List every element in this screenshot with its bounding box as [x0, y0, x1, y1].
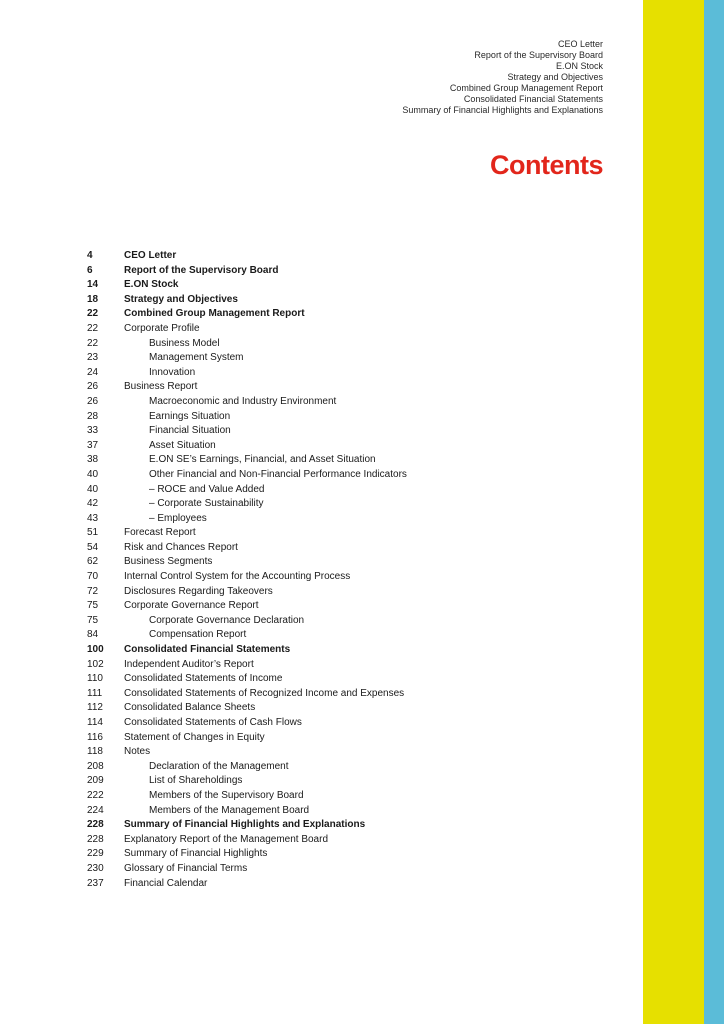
toc-entry[interactable] [87, 774, 627, 789]
toc-entry[interactable] [87, 877, 627, 892]
toc-entry[interactable] [87, 701, 627, 716]
toc-page-number: 26 [87, 395, 99, 407]
toc-entry-label: Forecast Report [124, 527, 196, 539]
toc-entry[interactable] [87, 687, 627, 702]
toc-page-number: 54 [87, 541, 99, 553]
toc-page-number: 22 [87, 308, 99, 320]
toc-entry-label: Notes [124, 746, 151, 758]
toc-entry-label: Consolidated Financial Statements [124, 644, 291, 656]
toc-entry-label: Corporate Governance Report [124, 600, 259, 612]
toc-entry-label: Members of the Supervisory Board [149, 789, 304, 801]
toc-entry[interactable] [87, 249, 627, 264]
toc-page-number: 37 [87, 439, 99, 451]
toc-entry[interactable] [87, 351, 627, 366]
toc-entry[interactable] [87, 526, 627, 541]
sidebar-yellow-band [643, 0, 704, 1024]
toc-entry-label: Internal Control System for the Accounting Process [124, 571, 351, 583]
toc-entry[interactable] [87, 643, 627, 658]
nav-link-ceo-letter[interactable]: CEO Letter [557, 39, 603, 49]
toc-page-number: 209 [87, 775, 104, 787]
toc-entry[interactable] [87, 862, 627, 877]
toc-page-number: 43 [87, 512, 99, 524]
toc-entry-label: Business Model [149, 337, 220, 349]
toc-entry[interactable] [87, 745, 627, 760]
toc-entry-label: Corporate Profile [124, 322, 200, 334]
nav-link-strategy[interactable]: Strategy and Objectives [507, 72, 603, 82]
toc-page-number: 118 [87, 746, 103, 758]
nav-link-management-report[interactable]: Combined Group Management Report [449, 83, 603, 93]
toc-entry[interactable] [87, 541, 627, 556]
toc-page-number: 114 [87, 717, 103, 728]
table-of-contents [87, 249, 627, 891]
toc-entry-label: Consolidated Statements of Cash Flows [124, 717, 302, 728]
toc-page-number: 230 [87, 862, 104, 874]
toc-entry-label: Consolidated Statements of Income [124, 673, 283, 685]
toc-page-number: 102 [87, 658, 104, 670]
toc-entry-label: Compensation Report [149, 629, 247, 641]
toc-entry[interactable] [87, 380, 627, 395]
nav-link-supervisory-board[interactable]: Report of the Supervisory Board [474, 50, 603, 60]
toc-entry-label: Financial Situation [149, 425, 231, 437]
toc-entry[interactable] [87, 264, 627, 279]
toc-entry[interactable] [87, 628, 627, 643]
toc-entry-label: Earnings Situation [149, 410, 231, 422]
toc-entry-label: CEO Letter [124, 250, 177, 261]
toc-entry-label: Business Segments [124, 556, 213, 568]
toc-entry[interactable] [87, 497, 627, 512]
toc-entry-label: – ROCE and Value Added [149, 483, 265, 495]
toc-entry-label: Corporate Governance Declaration [149, 614, 305, 626]
toc-entry-label: – Corporate Sustainability [149, 498, 264, 510]
toc-entry[interactable] [87, 789, 627, 804]
toc-page-number: 4 [87, 250, 93, 261]
toc-entry-label: Independent Auditor’s Report [124, 658, 254, 670]
toc-entry[interactable] [87, 453, 627, 468]
toc-entry[interactable] [87, 818, 627, 833]
toc-entry-label: Management System [149, 352, 244, 364]
toc-entry[interactable] [87, 410, 627, 425]
toc-entry[interactable] [87, 395, 627, 410]
toc-entry[interactable] [87, 599, 627, 614]
toc-entry-label: Members of the Management Board [149, 804, 310, 816]
toc-page-number: 228 [87, 819, 104, 831]
toc-page-number: 33 [87, 425, 99, 437]
nav-link-financial-statements[interactable]: Consolidated Financial Statements [463, 94, 603, 104]
toc-entry[interactable] [87, 366, 627, 381]
toc-page-number: 24 [87, 366, 99, 378]
toc-entry-label: Summary of Financial Highlights and Explanations [124, 819, 366, 831]
toc-entry[interactable] [87, 760, 627, 775]
top-navigation [402, 39, 603, 116]
toc-page-number: 208 [87, 760, 104, 772]
toc-page-number: 110 [87, 673, 103, 685]
toc-page-number: 100 [87, 644, 104, 656]
toc-page-number: 6 [87, 264, 93, 276]
toc-page-number: 116 [87, 731, 103, 743]
toc-entry-label: List of Shareholdings [149, 775, 243, 787]
toc-page-number: 75 [87, 614, 99, 626]
toc-entry[interactable] [87, 716, 627, 731]
toc-page-number: 14 [87, 279, 99, 291]
toc-page-number: 23 [87, 352, 99, 364]
toc-entry[interactable] [87, 614, 627, 629]
toc-page-number: 51 [87, 527, 99, 539]
toc-entry-label: Combined Group Management Report [124, 308, 305, 320]
toc-entry-label: Macroeconomic and Industry Environment [149, 395, 337, 407]
toc-entry-label: Business Report [124, 381, 198, 393]
toc-page-number: 72 [87, 585, 99, 597]
toc-entry-label: Strategy and Objectives [124, 293, 238, 305]
toc-entry[interactable] [87, 278, 627, 293]
toc-page-number: 42 [87, 498, 99, 510]
toc-page-number: 111 [87, 687, 103, 699]
toc-entry-label: Other Financial and Non-Financial Performance Indicators [149, 468, 407, 480]
toc-entry-label: E.ON Stock [124, 279, 179, 291]
toc-entry[interactable] [87, 439, 627, 454]
toc-page-number: 38 [87, 454, 99, 466]
toc-page-number: 228 [87, 833, 104, 845]
nav-link-summary[interactable]: Summary of Financial Highlights and Explanations [402, 105, 603, 115]
toc-page-number: 224 [87, 804, 104, 816]
toc-page-number: 18 [87, 293, 99, 305]
toc-entry[interactable] [87, 307, 627, 322]
toc-entry-label: Asset Situation [149, 439, 216, 451]
toc-entry-label: Report of the Supervisory Board [124, 264, 279, 276]
toc-entry-label: Consolidated Balance Sheets [124, 702, 256, 714]
toc-entry[interactable] [87, 672, 627, 687]
toc-entry[interactable] [87, 468, 627, 483]
toc-entry-label: Risk and Chances Report [124, 541, 238, 553]
toc-page-number: 28 [87, 410, 99, 422]
toc-entry[interactable] [87, 585, 627, 600]
toc-page-number: 84 [87, 629, 99, 641]
toc-entry[interactable] [87, 833, 627, 848]
toc-entry-label: Statement of Changes in Equity [124, 731, 265, 743]
toc-entry-label: E.ON SE’s Earnings, Financial, and Asset Situation [149, 454, 376, 466]
toc-entry-label: Financial Calendar [124, 877, 208, 889]
toc-entry[interactable] [87, 555, 627, 570]
toc-entry-label: Summary of Financial Highlights [124, 848, 268, 860]
toc-page-number: 22 [87, 337, 99, 349]
toc-page-number: 26 [87, 381, 99, 393]
toc-entry-label: – Employees [149, 512, 207, 524]
toc-page-number: 237 [87, 877, 104, 889]
toc-entry-label: Glossary of Financial Terms [124, 862, 248, 874]
toc-entry[interactable] [87, 658, 627, 673]
toc-page-number: 62 [87, 556, 99, 568]
toc-page-number: 222 [87, 789, 104, 801]
toc-entry[interactable] [87, 293, 627, 308]
toc-entry[interactable] [87, 322, 627, 337]
nav-link-eon-stock[interactable]: E.ON Stock [555, 61, 603, 71]
page-title: Contents [490, 150, 603, 180]
toc-page-number: 75 [87, 600, 99, 612]
toc-entry[interactable] [87, 424, 627, 439]
toc-page-number: 40 [87, 468, 99, 480]
toc-page-number: 70 [87, 571, 99, 583]
toc-entry-label: Disclosures Regarding Takeovers [124, 585, 273, 597]
toc-page-number: 40 [87, 483, 99, 495]
toc-entry[interactable] [87, 483, 627, 498]
toc-entry-label: Innovation [149, 366, 196, 378]
toc-entry[interactable] [87, 847, 627, 862]
toc-page-number: 112 [87, 702, 103, 714]
toc-entry[interactable] [87, 337, 627, 352]
toc-entry[interactable] [87, 512, 627, 527]
toc-entry[interactable] [87, 570, 627, 585]
toc-entry[interactable] [87, 731, 627, 746]
toc-entry[interactable] [87, 804, 627, 819]
toc-page-number: 22 [87, 322, 99, 334]
toc-page-number: 229 [87, 848, 104, 860]
toc-entry-label: Declaration of the Management [149, 760, 289, 772]
toc-entry-label: Explanatory Report of the Management Board [124, 833, 329, 845]
sidebar-blue-band [704, 0, 724, 1024]
toc-entry-label: Consolidated Statements of Recognized Income and Expenses [124, 687, 405, 699]
